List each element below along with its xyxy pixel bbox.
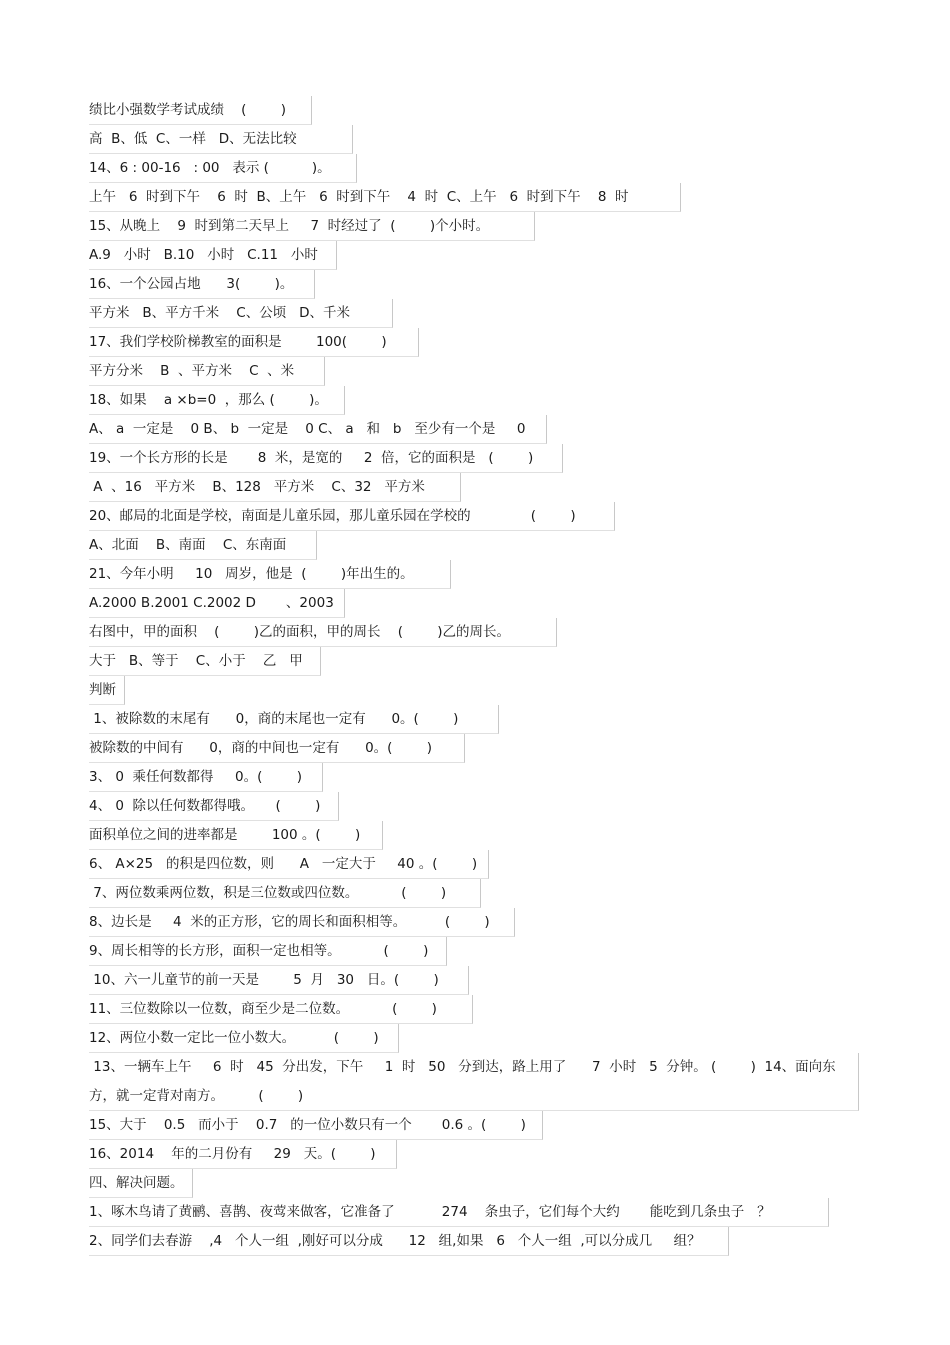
text-line-0: 绩比小强数学考试成绩 ( ) xyxy=(89,96,312,125)
text-line-24: 4、 0 除以任何数都得哦。 ( ) xyxy=(89,792,339,821)
text-line-10: 18、如果 a ×b=0 ，那么 ( )。 xyxy=(89,386,345,415)
text-line-4: 15、从晚上 9 时到第二天早上 7 时经过了 ( )个小时。 xyxy=(89,212,535,241)
text-line-2: 14、6 : 00-16 : 00 表示 ( )。 xyxy=(89,154,357,183)
text-line-19: 大于 B、等于 C、小于 乙 甲 xyxy=(89,647,321,676)
text-line-28: 8、边长是 4 米的正方形，它的周长和面积相等。 ( ) xyxy=(89,908,515,937)
text-line-8: 17、我们学校阶梯教室的面积是 100( ) xyxy=(89,328,419,357)
text-line-32: 12、两位小数一定比一位小数大。 ( ) xyxy=(89,1024,399,1053)
text-line-9: 平方分米 B 、平方米 C 、米 xyxy=(89,357,325,386)
text-line-16: 21、今年小明 10 周岁，他是 ( )年出生的。 xyxy=(89,560,451,589)
text-line-29: 9、周长相等的长方形，面积一定也相等。 ( ) xyxy=(89,937,447,966)
text-line-20: 判断 xyxy=(89,676,125,705)
text-line-27: 7、两位数乘两位数，积是三位数或四位数。 ( ) xyxy=(89,879,481,908)
text-line-11: A、 a 一定是 0 B、 b 一定是 0 C、 a 和 b 至少有一个是 0 xyxy=(89,415,547,444)
text-line-14: 20、邮局的北面是学校，南面是儿童乐园，那儿童乐园在学校的 ( ) xyxy=(89,502,615,531)
text-line-34: 15、大于 0.5 而小于 0.7 的一位小数只有一个 0.6 。( ) xyxy=(89,1111,543,1140)
text-line-31: 11、三位数除以一位数，商至少是二位数。 ( ) xyxy=(89,995,473,1024)
section-heading: 四、解决问题。 xyxy=(89,1169,193,1198)
text-line-22: 被除数的中间有 0，商的中间也一定有 0。( ) xyxy=(89,734,465,763)
text-line-18: 右图中，甲的面积 ( )乙的面积，甲的周长 ( )乙的周长。 xyxy=(89,618,557,647)
text-line-13: A 、16 平方米 B、128 平方米 C、32 平方米 xyxy=(89,473,461,502)
text-line-38: 2、同学们去春游 ,4 个人一组 ,刚好可以分成 12 组,如果 6 个人一组 ,可以分成几 组？ xyxy=(89,1227,729,1256)
text-line-7: 平方米 B、平方千米 C、公顷 D、千米 xyxy=(89,299,393,328)
text-line-23: 3、 0 乘任何数都得 0。( ) xyxy=(89,763,323,792)
text-line-5: A.9 小时 B.10 小时 C.11 小时 xyxy=(89,241,337,270)
text-line-25: 面积单位之间的进率都是 100 。( ) xyxy=(89,821,383,850)
text-line-35: 16、2014 年的二月份有 29 天。( ) xyxy=(89,1140,397,1169)
text-line-37: 1、啄木鸟请了黄鹂、喜鹊、夜莺来做客，它准备了 274 条虫子，它们每个大约 能吃到几条虫子 ？ xyxy=(89,1198,829,1227)
text-line-6: 16、一个公园占地 3( )。 xyxy=(89,270,315,299)
text-line-3: 上午 6 时到下午 6 时 B、上午 6 时到下午 4 时 C、上午 6 时到下午 8 时 xyxy=(89,183,681,212)
text-line-33: 13、一辆车上午 6 时 45 分出发，下午 1 时 50 分到达，路上用了 7 小时 5 分钟。 ( ) 14、面向东方，就一定背对南方。 ( ) xyxy=(89,1053,859,1111)
text-line-21: 1、被除数的末尾有 0，商的末尾也一定有 0。( ) xyxy=(89,705,499,734)
text-line-26: 6、 A×25 的积是四位数，则 A 一定大于 40 。( ) xyxy=(89,850,489,879)
text-line-17: A.2000 B.2001 C.2002 D 、2003 xyxy=(89,589,345,618)
text-line-12: 19、一个长方形的长是 8 米，是宽的 2 倍，它的面积是 ( ) xyxy=(89,444,563,473)
text-line-1: 高 B、低 C、一样 D、无法比较 xyxy=(89,125,353,154)
text-line-30: 10、六一儿童节的前一天是 5 月 30 日。( ) xyxy=(89,966,469,995)
text-line-15: A、北面 B、南面 C、东南面 xyxy=(89,531,317,560)
